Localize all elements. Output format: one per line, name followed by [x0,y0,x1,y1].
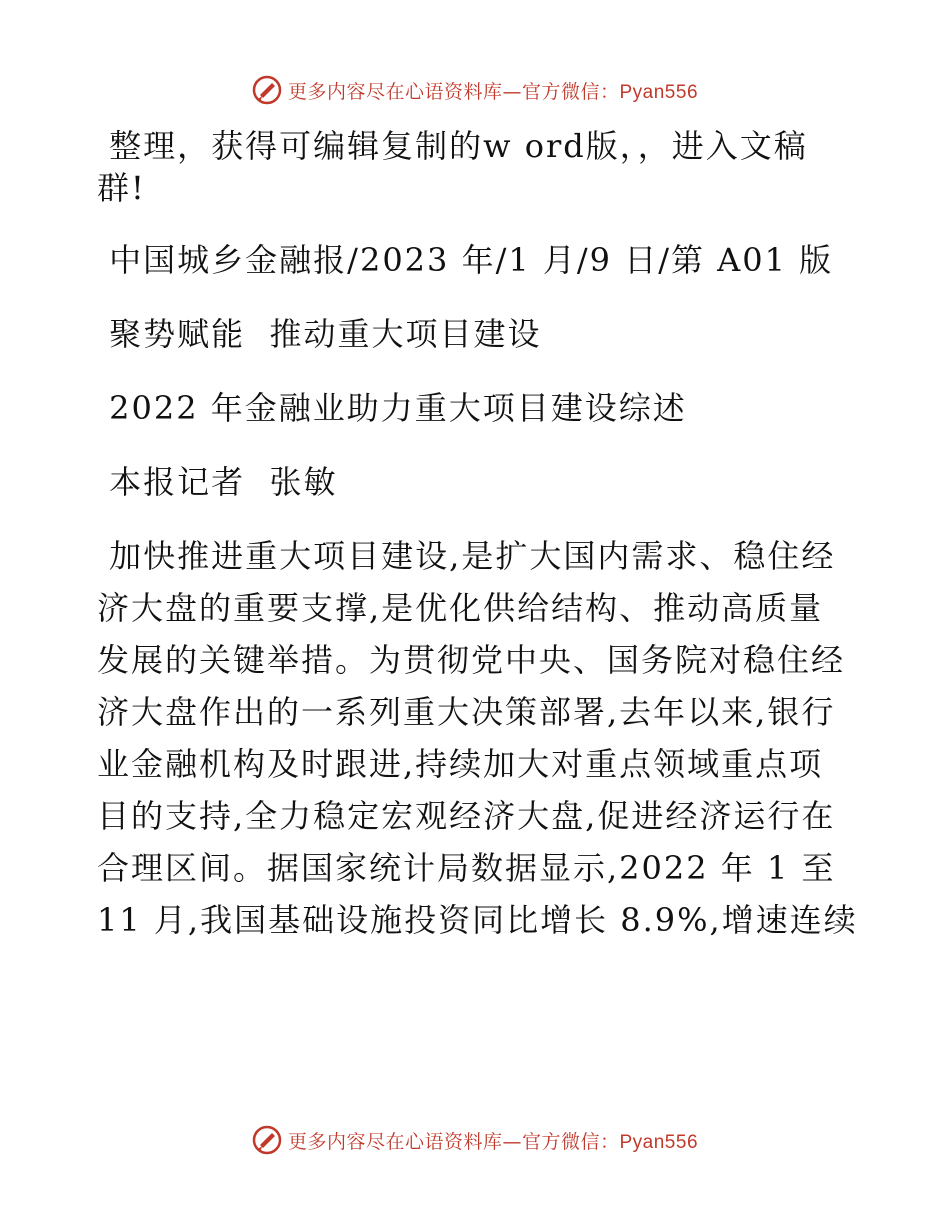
text-line: 目的支持,全力稳定宏观经济大盘,促进经济运行在 [97,797,836,835]
document-body [97,118,857,940]
text-line: 济大盘的重要支撑,是优化供给结构、推动高质量 [97,589,824,627]
text-line: 发展的关键举措。为贯彻党中央、国务院对稳住经 [97,641,846,679]
text-line: 加快推进重大项目建设,是扩大国内需求、稳住经 [97,537,836,575]
text-line: 合理区间。据国家统计局数据显示,2022 年 1 至 [97,849,836,887]
text-line: 整理，获得可编辑复制的w ord版，，进入文稿 [97,127,808,165]
header-text: 更多内容尽在心语资料库—官方微信：Pyan556 [287,80,699,103]
text-line: 11 月,我国基础设施投资同比增长 8.9%,增速连续 [97,901,858,939]
footer-text: 更多内容尽在心语资料库—官方微信：Pyan556 [287,1130,699,1153]
header-watermark [0,70,950,110]
logo-icon [252,1125,282,1155]
text-line: 群! [97,169,146,207]
text-line: 济大盘作出的一系列重大决策部署,去年以来,银行 [97,693,836,731]
text-line: 业金融机构及时跟进,持续加大对重点领域重点项 [97,745,824,783]
text-line: 中国城乡金融报/2023 年/1 月/9 日/第 A01 版 [97,241,834,279]
text-line: 本报记者 张敏 [97,463,338,501]
text-line: 2022 年金融业助力重大项目建设综述 [97,389,687,427]
logo-icon [252,75,282,105]
text-line: 聚势赋能 推动重大项目建设 [97,315,542,353]
footer-watermark [0,1120,950,1160]
